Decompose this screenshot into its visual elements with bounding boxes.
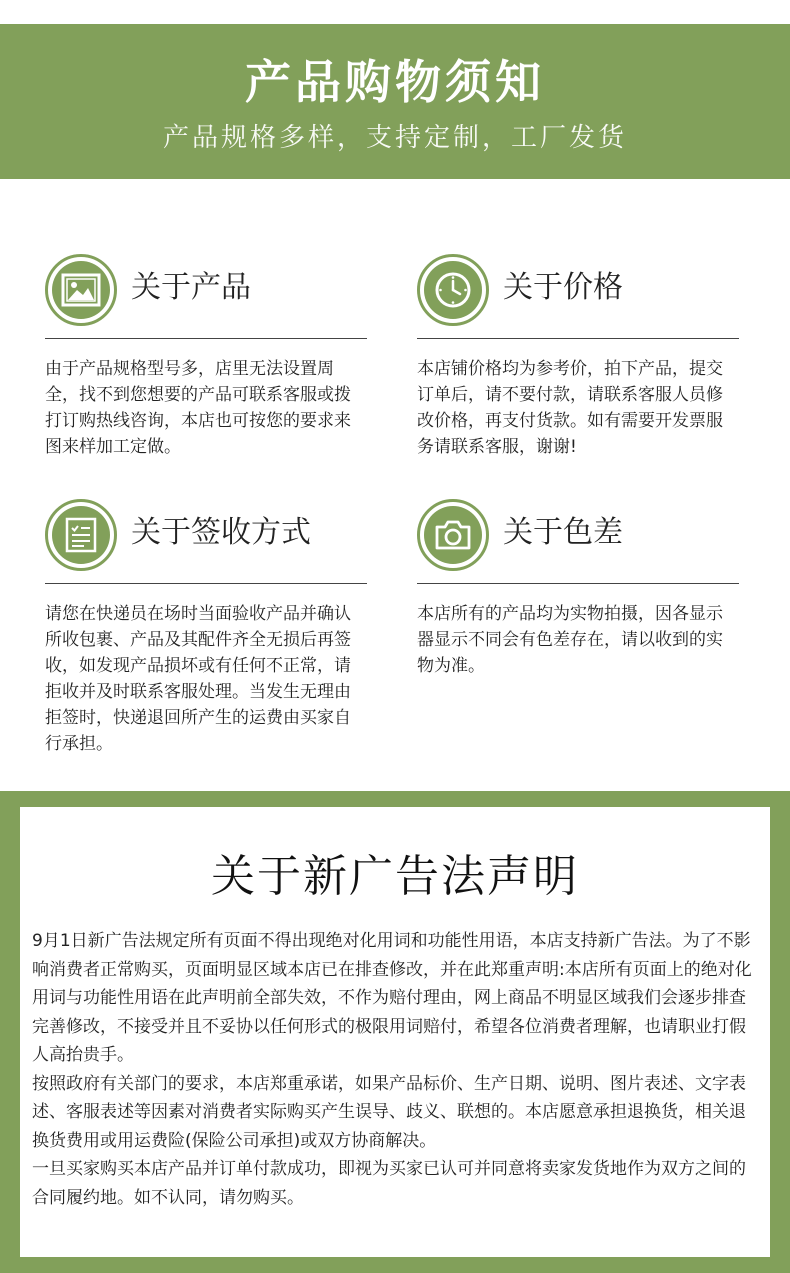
clock-icon xyxy=(424,261,482,319)
card-product xyxy=(45,254,367,460)
divider xyxy=(45,583,367,584)
notice-title: 关于新广告法声明 xyxy=(211,851,579,902)
card-text: 由于产品规格型号多，店里无法设置周全，找不到您想要的产品可联系客服或拨打订购热线咨询，本店也可按您的要求来图来样加工定做。 xyxy=(45,359,351,457)
notice-frame xyxy=(0,791,790,1273)
image-icon xyxy=(52,261,110,319)
card-title: 关于色差 xyxy=(503,515,623,550)
notice-box xyxy=(20,807,770,1257)
card-icon-ring xyxy=(45,499,117,571)
card-icon-ring xyxy=(45,254,117,326)
page-title: 产品购物须知 xyxy=(245,55,545,109)
card-header xyxy=(417,254,739,346)
camera-icon xyxy=(424,506,482,564)
checklist-icon xyxy=(52,506,110,564)
card-title: 关于签收方式 xyxy=(131,515,311,550)
notice-paragraph: 一旦买家购买本店产品并订单付款成功，即视为买家已认可并同意将卖家发货地作为双方之间的合同履约地。如不认同，请勿购买。 xyxy=(32,1159,746,1208)
divider xyxy=(417,338,739,339)
card-title: 关于价格 xyxy=(503,270,623,305)
notice-paragraph: 9月1日新广告法规定所有页面不得出现绝对化用词和功能性用语，本店支持新广告法。为了不影响消费者正常购买，页面明显区域本店已在排查修改，并在此郑重声明:本店所有页面上的绝对化用词与功能性用语在此声明前全部失效，不作为赔付理由，网上商品不明显区域我们会逐步排查完善修改，不接受并且不妥协以任何形式的极限用词赔付，希望各位消费者理解，也请职业打假人高抬贵手。 xyxy=(32,931,752,1065)
divider xyxy=(417,583,739,584)
card-text: 本店铺价格均为参考价，拍下产品，提交订单后，请不要付款，请联系客服人员修改价格，再支付货款。如有需要开发票服务请联系客服，谢谢! xyxy=(417,359,723,457)
notice-paragraph: 按照政府有关部门的要求，本店郑重承诺，如果产品标价、生产日期、说明、图片表述、文字表述、客服表述等因素对消费者实际购买产生误导、歧义、联想的。本店愿意承担退换货，相关退换货费用或用运费险(保险公司承担)或双方协商解决。 xyxy=(32,1073,746,1151)
card-header xyxy=(45,499,367,591)
card-color xyxy=(417,499,739,679)
header-banner xyxy=(0,24,790,179)
card-icon-ring xyxy=(417,499,489,571)
divider xyxy=(45,338,367,339)
card-title: 关于产品 xyxy=(131,270,251,305)
card-header xyxy=(417,499,739,591)
card-header xyxy=(45,254,367,346)
card-delivery xyxy=(45,499,367,757)
notice-body xyxy=(32,927,760,1212)
page-subtitle: 产品规格多样，支持定制，工厂发货 xyxy=(162,123,627,153)
card-text: 请您在快递员在场时当面验收产品并确认所收包裹、产品及其配件齐全无损后再签收，如发现产品损坏或有任何不正常，请拒收并及时联系客服处理。当发生无理由拒签时，快递退回所产生的运费由买家自行承担。 xyxy=(45,604,351,754)
card-icon-ring xyxy=(417,254,489,326)
card-text: 本店所有的产品均为实物拍摄，因各显示器显示不同会有色差存在，请以收到的实物为准。 xyxy=(417,604,723,676)
card-price xyxy=(417,254,739,460)
